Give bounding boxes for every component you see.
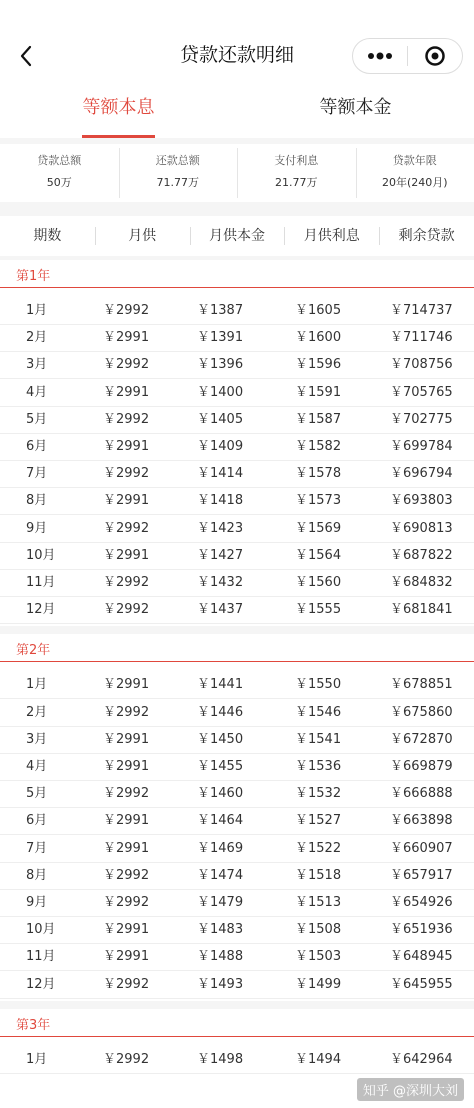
- column-header-remaining: 剩余贷款: [379, 216, 474, 256]
- cell-period: 8月: [26, 867, 48, 883]
- cell-interest: ￥1546: [295, 704, 342, 720]
- table-row: [0, 298, 474, 325]
- table-row: [0, 570, 474, 597]
- table-row: [0, 808, 474, 835]
- cell-period: 1月: [26, 1051, 48, 1067]
- year-label: 第2年: [16, 643, 51, 659]
- cell-period: 2月: [26, 330, 48, 346]
- column-header-interest: 月供利息: [284, 216, 379, 256]
- cell-interest: ￥1532: [295, 786, 342, 802]
- cell-remaining: ￥681841: [390, 602, 453, 618]
- table-row: [0, 890, 474, 917]
- cell-principal: ￥1441: [197, 677, 244, 693]
- more-dots-icon: [367, 52, 393, 60]
- cell-interest: ￥1494: [295, 1051, 342, 1067]
- cell-principal: ￥1493: [197, 976, 244, 992]
- cell-principal: ￥1414: [197, 466, 244, 482]
- cell-remaining: ￥663898: [390, 813, 453, 829]
- cell-period: 7月: [26, 466, 48, 482]
- close-button[interactable]: [408, 39, 462, 73]
- summary-label: 贷款总额: [37, 154, 82, 167]
- cell-interest: ￥1522: [295, 840, 342, 856]
- cell-monthly-payment: ￥2991: [103, 922, 150, 938]
- cell-principal: ￥1460: [197, 786, 244, 802]
- cell-remaining: ￥660907: [390, 840, 453, 856]
- title-bar: [0, 0, 474, 82]
- mini-program-capsule: [352, 38, 463, 74]
- table-row: [0, 461, 474, 488]
- table-row: [0, 672, 474, 699]
- cell-principal: ￥1396: [197, 357, 244, 373]
- cell-interest: ￥1582: [295, 439, 342, 454]
- cell-principal: ￥1483: [197, 922, 244, 938]
- cell-period: 8月: [26, 493, 48, 509]
- table-row: [0, 434, 474, 461]
- cell-interest: ￥1499: [295, 976, 342, 992]
- cell-monthly-payment: ￥2991: [103, 759, 150, 774]
- cell-period: 6月: [26, 439, 48, 454]
- cell-period: 5月: [26, 411, 48, 427]
- tab-equal-installment[interactable]: [0, 82, 237, 138]
- cell-period: 9月: [26, 520, 48, 536]
- cell-monthly-payment: ￥2991: [103, 330, 150, 346]
- summary-label: 还款总额: [155, 154, 200, 167]
- cell-remaining: ￥651936: [390, 922, 453, 938]
- cell-monthly-payment: ￥2992: [103, 411, 150, 427]
- cell-interest: ￥1600: [295, 330, 342, 346]
- column-header-monthly-payment: 月供: [95, 216, 190, 256]
- cell-remaining: ￥693803: [390, 493, 453, 509]
- cell-monthly-payment: ￥2991: [103, 840, 150, 856]
- cell-principal: ￥1405: [197, 411, 244, 427]
- year-section-gap: [0, 626, 474, 634]
- year-label: 第3年: [16, 1017, 51, 1033]
- cell-monthly-payment: ￥2991: [103, 731, 150, 747]
- cell-interest: ￥1513: [295, 895, 342, 910]
- section-gap: [0, 202, 474, 216]
- cell-remaining: ￥684832: [390, 575, 453, 590]
- cell-monthly-payment: ￥2992: [103, 1051, 150, 1067]
- cell-interest: ￥1541: [295, 731, 342, 747]
- cell-principal: ￥1387: [197, 303, 244, 318]
- cell-remaining: ￥678851: [390, 677, 453, 693]
- cell-period: 2月: [26, 704, 48, 720]
- year-header: [0, 634, 474, 662]
- cell-remaining: ￥711746: [390, 330, 453, 346]
- close-target-icon: [424, 45, 446, 67]
- table-row: [0, 727, 474, 754]
- cell-interest: ￥1536: [295, 759, 342, 774]
- summary-value: 21.77万: [275, 176, 318, 189]
- cell-remaining: ￥657917: [390, 867, 453, 883]
- table-row: [0, 972, 474, 999]
- cell-principal: ￥1488: [197, 949, 244, 965]
- cell-period: 10月: [26, 922, 56, 938]
- cell-principal: ￥1455: [197, 759, 244, 774]
- cell-interest: ￥1550: [295, 677, 342, 693]
- cell-interest: ￥1569: [295, 520, 342, 536]
- cell-remaining: ￥687822: [390, 547, 453, 563]
- cell-period: 11月: [26, 575, 56, 590]
- cell-monthly-payment: ￥2991: [103, 813, 150, 829]
- cell-period: 4月: [26, 384, 48, 400]
- summary-interest-paid: [237, 144, 356, 202]
- cell-period: 7月: [26, 840, 48, 856]
- cell-period: 5月: [26, 786, 48, 802]
- summary-value: 20年(240月): [381, 176, 448, 189]
- cell-period: 1月: [26, 303, 48, 318]
- cell-remaining: ￥642964: [390, 1051, 453, 1067]
- cell-interest: ￥1564: [295, 547, 342, 563]
- cell-monthly-payment: ￥2991: [103, 439, 150, 454]
- tab-equal-principal[interactable]: [237, 82, 474, 138]
- cell-principal: ￥1469: [197, 840, 244, 856]
- cell-interest: ￥1596: [295, 357, 342, 373]
- cell-monthly-payment: ￥2992: [103, 895, 150, 910]
- cell-period: 4月: [26, 759, 48, 774]
- cell-interest: ￥1587: [295, 411, 342, 427]
- cell-monthly-payment: ￥2992: [103, 303, 150, 318]
- cell-period: 12月: [26, 602, 56, 618]
- cell-principal: ￥1450: [197, 731, 244, 747]
- cell-interest: ￥1508: [295, 922, 342, 938]
- cell-period: 3月: [26, 731, 48, 747]
- watermark: 知乎 @深圳大刘: [357, 1078, 464, 1101]
- table-row: [0, 352, 474, 379]
- table-row: [0, 917, 474, 944]
- cell-monthly-payment: ￥2992: [103, 867, 150, 883]
- summary-value: 71.77万: [156, 176, 199, 189]
- summary-label: 贷款年限: [392, 154, 437, 167]
- cell-monthly-payment: ￥2991: [103, 949, 150, 965]
- cell-principal: ￥1446: [197, 704, 244, 720]
- year-header: [0, 1009, 474, 1037]
- cell-principal: ￥1418: [197, 493, 244, 509]
- cell-period: 10月: [26, 547, 56, 563]
- table-header: [0, 216, 474, 256]
- cell-remaining: ￥702775: [390, 411, 453, 427]
- cell-period: 11月: [26, 949, 56, 965]
- table-row: [0, 597, 474, 624]
- cell-monthly-payment: ￥2991: [103, 493, 150, 509]
- cell-principal: ￥1437: [197, 602, 244, 618]
- column-header-principal: 月供本金: [190, 216, 285, 256]
- cell-remaining: ￥696794: [390, 466, 453, 482]
- cell-principal: ￥1427: [197, 547, 244, 563]
- cell-monthly-payment: ￥2992: [103, 786, 150, 802]
- summary-loan-amount: [0, 144, 119, 202]
- repayment-method-tabs: [0, 82, 474, 138]
- cell-interest: ￥1578: [295, 466, 342, 482]
- page-title: 贷款还款明细: [179, 44, 294, 66]
- cell-remaining: ￥675860: [390, 704, 453, 720]
- cell-remaining: ￥648945: [390, 949, 453, 965]
- tab-equal-principal-label: 等额本金: [319, 97, 392, 118]
- table-row: [0, 488, 474, 515]
- cell-monthly-payment: ￥2992: [103, 357, 150, 373]
- cell-principal: ￥1498: [197, 1051, 244, 1067]
- cell-principal: ￥1409: [197, 439, 244, 454]
- loan-summary: [0, 144, 474, 202]
- cell-principal: ￥1391: [197, 330, 244, 346]
- cell-period: 1月: [26, 677, 48, 693]
- summary-value: 50万: [46, 176, 72, 189]
- year-header: [0, 260, 474, 288]
- cell-monthly-payment: ￥2992: [103, 520, 150, 536]
- table-row: [0, 944, 474, 971]
- cell-remaining: ￥669879: [390, 759, 453, 774]
- cell-interest: ￥1605: [295, 303, 342, 318]
- table-row: [0, 543, 474, 570]
- cell-principal: ￥1400: [197, 384, 244, 400]
- table-row: [0, 516, 474, 543]
- more-button[interactable]: [353, 39, 407, 73]
- cell-remaining: ￥708756: [390, 357, 453, 373]
- cell-monthly-payment: ￥2991: [103, 547, 150, 563]
- table-row: [0, 700, 474, 727]
- cell-interest: ￥1560: [295, 575, 342, 590]
- tab-equal-installment-label: 等额本息: [82, 97, 155, 118]
- cell-period: 3月: [26, 357, 48, 373]
- cell-period: 9月: [26, 895, 48, 910]
- cell-interest: ￥1503: [295, 949, 342, 965]
- cell-remaining: ￥690813: [390, 520, 453, 536]
- table-row: [0, 754, 474, 781]
- table-row: [0, 781, 474, 808]
- cell-monthly-payment: ￥2992: [103, 602, 150, 618]
- table-row: [0, 407, 474, 434]
- table-row: [0, 325, 474, 352]
- column-header-period: 期数: [33, 228, 62, 244]
- cell-remaining: ￥714737: [390, 303, 453, 318]
- cell-remaining: ￥672870: [390, 731, 453, 747]
- cell-principal: ￥1474: [197, 867, 244, 883]
- year-label: 第1年: [16, 269, 51, 284]
- cell-period: 6月: [26, 813, 48, 829]
- year-section-gap: [0, 1001, 474, 1009]
- summary-total-repayment: [119, 144, 238, 202]
- cell-remaining: ￥666888: [390, 786, 453, 802]
- cell-interest: ￥1573: [295, 493, 342, 509]
- cell-remaining: ￥645955: [390, 976, 453, 992]
- cell-monthly-payment: ￥2992: [103, 976, 150, 992]
- cell-monthly-payment: ￥2992: [103, 466, 150, 482]
- cell-monthly-payment: ￥2992: [103, 704, 150, 720]
- cell-period: 12月: [26, 976, 56, 992]
- summary-loan-term: [356, 144, 474, 202]
- cell-principal: ￥1423: [197, 520, 244, 536]
- cell-interest: ￥1518: [295, 867, 342, 883]
- cell-remaining: ￥699784: [390, 439, 453, 454]
- summary-label: 支付利息: [274, 154, 319, 167]
- cell-principal: ￥1479: [197, 895, 244, 910]
- cell-monthly-payment: ￥2992: [103, 575, 150, 590]
- cell-monthly-payment: ￥2991: [103, 677, 150, 693]
- table-row: [0, 836, 474, 863]
- cell-remaining: ￥654926: [390, 895, 453, 910]
- cell-interest: ￥1527: [295, 813, 342, 829]
- table-row: [0, 1047, 474, 1074]
- cell-interest: ￥1591: [295, 384, 342, 400]
- table-row: [0, 380, 474, 407]
- cell-monthly-payment: ￥2991: [103, 384, 150, 400]
- cell-principal: ￥1464: [197, 813, 244, 829]
- cell-interest: ￥1555: [295, 602, 342, 618]
- cell-principal: ￥1432: [197, 575, 244, 590]
- table-row: [0, 863, 474, 890]
- cell-remaining: ￥705765: [390, 384, 453, 400]
